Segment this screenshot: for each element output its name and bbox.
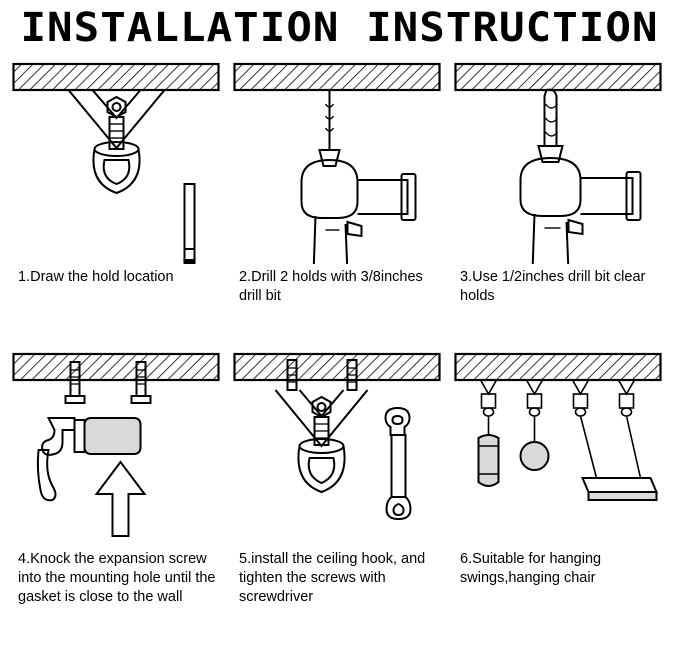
step-2-cell [229, 54, 450, 346]
step-4-cell [8, 346, 229, 628]
step-5-caption: 5.install the ceiling hook, and tighten the screws with screwdriver [239, 551, 426, 605]
step-6-cell [450, 346, 671, 628]
step-1-figure [8, 54, 229, 264]
step-5-cell [229, 346, 450, 628]
step-2-figure [229, 54, 450, 264]
step-5-figure [229, 346, 450, 546]
step-3-cell [450, 54, 671, 346]
steps-grid [0, 54, 679, 628]
step-6-figure [450, 346, 671, 546]
step-6-caption: 6.Suitable for hanging swings,hanging chair [460, 551, 602, 586]
step-1-caption: 1.Draw the hold location [18, 269, 174, 285]
step-3-figure [450, 54, 671, 264]
step-1-cell [8, 54, 229, 346]
step-4-figure [8, 346, 229, 546]
step-2-caption: 2.Drill 2 holds with 3/8inches drill bit [239, 269, 423, 304]
step-3-caption: 3.Use 1/2inches drill bit clear holds [460, 269, 646, 304]
page-title: INSTALLATION INSTRUCTION [20, 5, 659, 51]
step-4-caption: 4.Knock the expansion screw into the mounting hole until the gasket is close to the wall [18, 551, 216, 605]
